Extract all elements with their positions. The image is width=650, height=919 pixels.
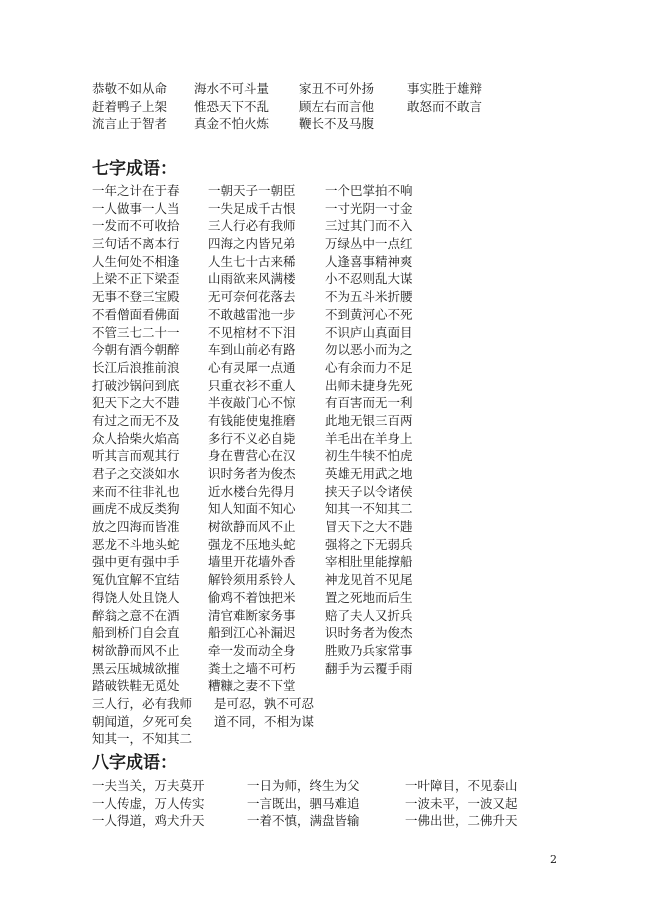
idiom-item: 君子之交淡如水	[92, 466, 180, 481]
idiom-item: 不管三七二十一	[92, 324, 180, 340]
idiom-item: 人逢喜事精神爽	[325, 253, 413, 269]
idiom-item: 树欲静而风不止	[92, 642, 180, 658]
idiom-row	[92, 200, 445, 218]
idiom-item: 惟恐天下不乱	[194, 98, 270, 114]
idiom-item: 知人知面不知心	[208, 501, 296, 517]
idiom-item: 一波未平，一波又起	[405, 795, 518, 811]
idiom-item: 三过其门而不入	[325, 218, 413, 234]
idiom-item: 识时务者为俊杰	[208, 466, 296, 481]
idiom-item: 长江后浪推前浪	[92, 359, 180, 375]
idiom-row	[92, 812, 555, 830]
idiom-item: 恶龙不斗地头蛇	[92, 536, 180, 552]
idiom-item: 来而不往非礼也	[92, 483, 180, 499]
idiom-item: 清官难断家务事	[208, 607, 296, 623]
idiom-item: 强将之下无弱兵	[325, 536, 413, 552]
idiom-item: 不为五斗米折腰	[325, 289, 413, 305]
idiom-item: 墙里开花墙外香	[208, 554, 296, 570]
idiom-item: 羊毛出在羊身上	[325, 430, 413, 446]
idiom-item: 英雄无用武之地	[325, 466, 413, 481]
idiom-item: 事实胜于雄辩	[407, 81, 483, 96]
idiom-item: 一人做事一人当	[92, 200, 180, 216]
idiom-row	[92, 324, 445, 342]
idiom-item: 冤仇宜解不宜结	[92, 572, 180, 588]
idiom-item: 识时务者为俊杰	[325, 625, 413, 641]
idiom-item: 小不忍则乱大谋	[325, 271, 413, 287]
idiom-item: 强龙不压地头蛇	[208, 536, 296, 552]
idiom-row	[92, 412, 445, 430]
eight-char-heading: 八字成语：	[92, 753, 177, 773]
idiom-item: 船到江心补漏迟	[208, 625, 296, 641]
idiom-item: 置之死地而后生	[325, 589, 413, 605]
idiom-item: 一着不慎，满盘皆输	[247, 813, 360, 828]
idiom-item: 身在曹营心在汉	[208, 448, 296, 464]
idiom-row	[92, 553, 445, 571]
idiom-item: 醉翁之意不在酒	[92, 607, 180, 623]
idiom-item: 不敢越雷池一步	[208, 306, 296, 322]
idiom-item: 一叶障目，不见泰山	[405, 778, 518, 793]
idiom-item: 无可奈何花落去	[208, 289, 296, 305]
idiom-row	[92, 730, 445, 748]
page-number: 2	[550, 853, 557, 866]
idiom-item: 海水不可斗量	[194, 81, 270, 96]
idiom-item: 今朝有酒今朝醉	[92, 342, 180, 358]
idiom-item: 黑云压城城欲摧	[92, 660, 180, 676]
idiom-item: 道不同，不相为谋	[214, 713, 315, 729]
idiom-row	[92, 270, 445, 288]
idiom-item: 挟天子以令诸侯	[325, 483, 413, 499]
idiom-item: 不看僧面看佛面	[92, 306, 180, 322]
idiom-row	[92, 253, 445, 271]
idiom-item: 流言止于智者	[92, 116, 168, 131]
idiom-row	[92, 483, 445, 501]
idiom-row	[92, 642, 445, 660]
idiom-row	[92, 447, 445, 465]
idiom-item: 一人传虚，万人传实	[92, 795, 205, 811]
idiom-row	[92, 430, 445, 448]
idiom-item: 放之四海而皆准	[92, 519, 180, 535]
idiom-item: 得饶人处且饶人	[92, 589, 180, 605]
idiom-row	[92, 465, 445, 483]
idiom-row	[92, 98, 517, 116]
idiom-item: 敢怒而不敢言	[407, 98, 483, 114]
idiom-row	[92, 306, 445, 324]
idiom-item: 是可忍，孰不可忍	[214, 695, 315, 711]
idiom-item: 一个巴掌拍不响	[325, 183, 413, 198]
idiom-row	[92, 288, 445, 306]
idiom-item: 有百害而无一利	[325, 395, 413, 411]
idiom-item: 恭敬不如从命	[92, 81, 168, 96]
idiom-item: 有钱能使鬼推磨	[208, 412, 296, 428]
idiom-item: 赔了夫人又折兵	[325, 607, 413, 623]
idiom-item: 偷鸡不着蚀把米	[208, 589, 296, 605]
idiom-item: 打破沙锅问到底	[92, 377, 180, 393]
idiom-item: 宰相肚里能撑船	[325, 554, 413, 570]
idiom-item: 人生七十古来稀	[208, 253, 296, 269]
idiom-row	[92, 607, 445, 625]
idiom-item: 一朝天子一朝臣	[208, 183, 296, 198]
idiom-row	[92, 795, 555, 813]
idiom-item: 有过之而无不及	[92, 412, 180, 428]
idiom-item: 牵一发而动全身	[208, 642, 296, 658]
idiom-item: 三人行，必有我师	[92, 695, 193, 711]
idiom-item: 三人行必有我师	[208, 218, 296, 234]
idiom-row	[92, 777, 555, 795]
idiom-item: 一日为师，终生为父	[247, 778, 360, 793]
idiom-item: 此地无银三百两	[325, 412, 413, 428]
idiom-row	[92, 115, 517, 133]
idiom-item: 船到桥门自会直	[92, 625, 180, 641]
seven-char-idiom-list	[92, 182, 445, 748]
eight-char-idiom-list	[92, 777, 555, 830]
idiom-item: 上梁不正下梁歪	[92, 271, 180, 287]
idiom-item: 多行不义必自毙	[208, 430, 296, 446]
seven-char-heading: 七字成语：	[92, 159, 177, 179]
idiom-item: 一失足成千古恨	[208, 200, 296, 216]
idiom-item: 近水楼台先得月	[208, 483, 296, 499]
idiom-item: 车到山前必有路	[208, 342, 296, 358]
idiom-row	[92, 394, 445, 412]
idiom-item: 树欲静而风不止	[208, 519, 296, 535]
idiom-item: 犯天下之大不韪	[92, 395, 180, 411]
idiom-item: 勿以恶小而为之	[325, 342, 413, 358]
idiom-item: 初生牛犊不怕虎	[325, 448, 413, 464]
idiom-item: 朝闻道，夕死可矣	[92, 713, 193, 729]
idiom-row	[92, 695, 445, 713]
idiom-item: 心有余而力不足	[325, 359, 413, 375]
idiom-row	[92, 182, 445, 200]
idiom-item: 人生何处不相逢	[92, 253, 180, 269]
idiom-item: 翻手为云覆手雨	[325, 660, 413, 676]
idiom-item: 四海之内皆兄弟	[208, 236, 296, 252]
idiom-item: 知其一，不知其二	[92, 731, 193, 747]
idiom-item: 家丑不可外扬	[299, 81, 375, 96]
idiom-item: 只重衣衫不重人	[208, 377, 296, 393]
idiom-row	[92, 624, 445, 642]
idiom-item: 知其一不知其二	[325, 501, 413, 517]
idiom-item: 一佛出世，二佛升天	[405, 813, 518, 828]
idiom-row	[92, 341, 445, 359]
idiom-item: 鞭长不及马腹	[299, 116, 375, 131]
idiom-item: 胜败乃兵家常事	[325, 642, 413, 658]
idiom-row	[92, 500, 445, 518]
idiom-row	[92, 377, 445, 395]
idiom-item: 一年之计在于春	[92, 183, 180, 198]
idiom-row	[92, 589, 445, 607]
idiom-item: 踏破铁鞋无觅处	[92, 678, 180, 694]
idiom-item: 不见棺材不下泪	[208, 324, 296, 340]
four-char-idiom-list	[92, 80, 517, 133]
idiom-item: 山雨欲来风满楼	[208, 271, 296, 287]
idiom-item: 强中更有强中手	[92, 554, 180, 570]
idiom-item: 万绿丛中一点红	[325, 236, 413, 252]
idiom-item: 听其言而观其行	[92, 448, 180, 464]
idiom-item: 真金不怕火炼	[194, 116, 270, 131]
idiom-row	[92, 518, 445, 536]
idiom-item: 一人得道，鸡犬升天	[92, 813, 205, 828]
idiom-item: 神龙见首不见尾	[325, 572, 413, 588]
idiom-item: 一发而不可收拾	[92, 218, 180, 234]
idiom-item: 糟糠之妻不下堂	[208, 678, 296, 694]
idiom-item: 粪土之墙不可朽	[208, 660, 296, 676]
idiom-item: 心有灵犀一点通	[208, 359, 296, 375]
idiom-row	[92, 235, 445, 253]
idiom-item: 冒天下之大不韪	[325, 519, 413, 535]
idiom-item: 顾左右而言他	[299, 98, 375, 114]
idiom-item: 众人拾柴火焰高	[92, 430, 180, 446]
idiom-row	[92, 660, 445, 678]
idiom-item: 出师未捷身先死	[325, 377, 413, 393]
idiom-row	[92, 677, 445, 695]
idiom-item: 一夫当关，万夫莫开	[92, 778, 205, 793]
idiom-item: 画虎不成反类狗	[92, 501, 180, 517]
idiom-row	[92, 536, 445, 554]
idiom-item: 赶着鸭子上架	[92, 98, 168, 114]
idiom-item: 一言既出，驷马难追	[247, 795, 360, 811]
idiom-row	[92, 80, 517, 98]
idiom-item: 不识庐山真面目	[325, 324, 413, 340]
idiom-row	[92, 217, 445, 235]
idiom-row	[92, 571, 445, 589]
idiom-item: 解铃须用系铃人	[208, 572, 296, 588]
idiom-item: 不到黄河心不死	[325, 306, 413, 322]
idiom-item: 一寸光阴一寸金	[325, 200, 413, 216]
idiom-item: 无事不登三宝殿	[92, 289, 180, 305]
idiom-row	[92, 713, 445, 731]
idiom-item: 三句话不离本行	[92, 236, 180, 252]
idiom-item: 半夜敲门心不惊	[208, 395, 296, 411]
idiom-row	[92, 359, 445, 377]
